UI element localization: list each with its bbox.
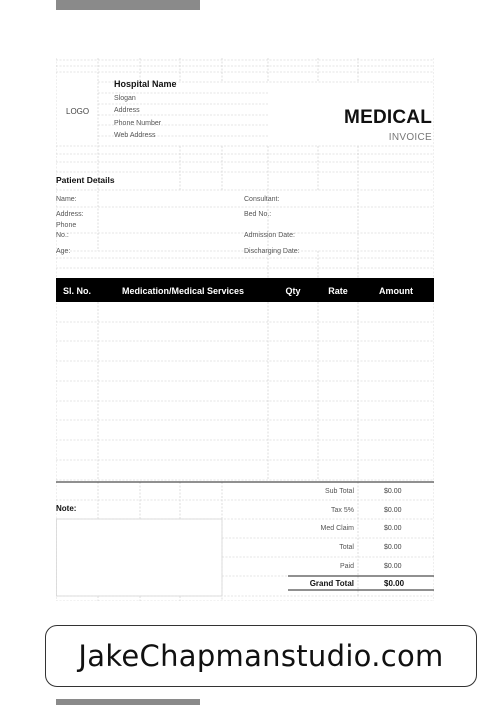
col-medication: Medication/Medical Services bbox=[121, 286, 245, 296]
total-label: Total bbox=[339, 544, 354, 551]
brand-text: JakeChapmanstudio.com bbox=[78, 639, 444, 673]
med-claim-value: $0.00 bbox=[384, 525, 402, 532]
grand-total-value: $0.00 bbox=[384, 579, 405, 588]
col-sl-no: Sl. No. bbox=[62, 286, 91, 296]
bed-no-label: Bed No.: bbox=[244, 211, 272, 218]
med-claim-label: Med Claim bbox=[320, 525, 354, 532]
sub-total-label: Sub Total bbox=[324, 488, 354, 495]
top-gray-bar bbox=[56, 0, 200, 10]
consultant-label: Consultant: bbox=[244, 196, 280, 203]
address-label: Address: bbox=[56, 211, 84, 218]
invoice-sheet bbox=[56, 58, 434, 601]
col-amount: Amount bbox=[379, 286, 413, 296]
brand-banner bbox=[45, 625, 477, 687]
logo-placeholder: LOGO bbox=[66, 107, 90, 116]
note-label: Note: bbox=[56, 504, 77, 513]
name-label: Name: bbox=[56, 196, 77, 203]
paid-value: $0.00 bbox=[384, 563, 402, 570]
age-label: Age: bbox=[56, 248, 71, 255]
col-qty: Qty bbox=[285, 286, 301, 296]
tax-label: Tax 5% bbox=[331, 507, 354, 514]
web-address-line: Web Address bbox=[114, 132, 156, 139]
col-rate: Rate bbox=[328, 286, 348, 296]
total-value: $0.00 bbox=[384, 544, 402, 551]
invoice-title: MEDICAL bbox=[344, 107, 432, 128]
paid-label: Paid bbox=[339, 563, 354, 570]
phone-number-line: Phone Number bbox=[114, 120, 162, 127]
sub-total-value: $0.00 bbox=[384, 488, 402, 495]
discharging-date-label: Discharging Date: bbox=[244, 248, 300, 255]
phone-label-cont: No.: bbox=[56, 232, 69, 239]
admission-date-label: Admission Date: bbox=[244, 232, 295, 239]
invoice-subtitle: INVOICE bbox=[388, 132, 432, 143]
items-table-header bbox=[56, 278, 434, 302]
tax-value: $0.00 bbox=[384, 507, 402, 514]
spreadsheet-grid bbox=[56, 58, 434, 601]
hospital-name: Hospital Name bbox=[114, 79, 177, 89]
phone-label: Phone bbox=[56, 222, 77, 229]
address-line: Address bbox=[114, 107, 140, 114]
slogan: Slogan bbox=[114, 95, 136, 102]
patient-details-title: Patient Details bbox=[56, 175, 115, 185]
bottom-gray-bar bbox=[56, 699, 200, 705]
grand-total-label: Grand Total bbox=[309, 579, 354, 588]
